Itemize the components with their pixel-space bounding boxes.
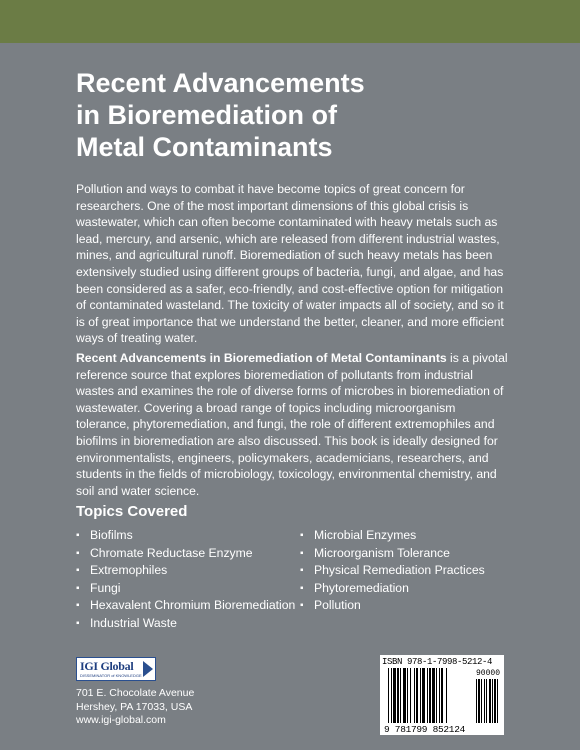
topic-item: ▪ Physical Remediation Practices	[300, 562, 485, 580]
title-line: Recent Advancements	[76, 68, 365, 98]
isbn-label: ISBN 978-1-7998-5212-4	[382, 657, 493, 667]
top-color-band	[0, 0, 580, 43]
summary-text: is a pivotal reference source that explores bioremediation of pollutants from industrial wastes and examines the role of diverse forms of microbes in bioremediation of wastewater. Covering a broad range of topics including microorganism tolerance, phytoremediation, and fungi, the role of different extremophiles and biofilms in bioremediation are also discussed. This book is ideally designed for environmentalists, engineers, policymakers, academicians, researchers, and students in the fields of microbiology, toxicology, environmental chemistry, and soil and water science.	[76, 351, 508, 498]
barcode-number: 9 781799 852124	[384, 724, 466, 735]
topic-item: ▪ Microbial Enzymes	[300, 527, 485, 545]
topic-item: ▪ Extremophiles	[76, 562, 295, 580]
barcode-bar	[446, 668, 447, 723]
barcode-bar	[427, 668, 428, 723]
address-line: Hershey, PA 17033, USA	[76, 700, 193, 713]
barcode-bar	[439, 668, 440, 723]
barcode-bar	[391, 668, 392, 723]
barcode-bar	[420, 668, 421, 723]
topic-item: ▪ Hexavalent Chromium Bioremediation	[76, 597, 295, 615]
publisher-address	[76, 687, 194, 728]
barcode-bar	[393, 668, 396, 723]
barcode-bar	[441, 668, 443, 723]
barcode-addon-bar	[486, 679, 487, 723]
publisher-website: www.igi-global.com	[76, 714, 166, 727]
barcode-addon-bar	[481, 679, 482, 723]
publisher-logo	[76, 657, 156, 681]
address-line: 701 E. Chocolate Avenue	[76, 687, 195, 699]
topics-list-left	[76, 527, 295, 633]
barcode-bar	[397, 668, 399, 723]
description-paragraph: Pollution and ways to combat it have become topics of great concern for researchers. One of the most important dimensions of this global crisis is wastewater, which can often become contaminated with heavy metals such as lead, mercury, and arsenic, which are released from different industrial wastes, mines, and agricultural runoff. Bioremediation of such heavy metals has been extensively studied using different groups of bacteria, fungi, and algae, and has been considered as a safer, eco-friendly, and cost-effective option for mitigation of contaminated wasteland. The toxicity of water impacts all of society, and so it is of great importance that we understand the better, cleaner, and more efficient ways of treating water.	[76, 182, 504, 346]
barcode-bar	[432, 668, 435, 723]
logo-name: IGI Global	[80, 659, 134, 673]
barcode-addon-bar	[489, 679, 491, 723]
barcode-bar	[400, 668, 401, 723]
barcode-bar	[410, 668, 411, 723]
barcode-addon-bar	[484, 679, 485, 723]
barcode-bar	[403, 668, 406, 723]
topic-item: ▪ Fungi	[76, 580, 295, 598]
barcode-bar	[388, 668, 389, 723]
title-line: in Bioremediation of	[76, 100, 338, 130]
book-title	[76, 67, 516, 163]
topic-item: ▪ Phytoremediation	[300, 580, 485, 598]
topic-item: ▪ Biofilms	[76, 527, 295, 545]
topics-heading: Topics Covered	[76, 503, 188, 520]
barcode-bar	[422, 668, 425, 723]
summary-paragraph	[76, 350, 512, 499]
barcode-addon-bar	[492, 679, 493, 723]
logo-tagline: DISSEMINATOR of KNOWLEDGE	[80, 673, 142, 678]
barcode-bar	[429, 668, 431, 723]
isbn-barcode	[380, 655, 504, 735]
title-line: Metal Contaminants	[76, 132, 333, 162]
barcode-bar	[414, 668, 415, 723]
topic-item: ▪ Chromate Reductase Enzyme	[76, 545, 295, 563]
topic-item: ▪ Microorganism Tolerance	[300, 545, 485, 563]
barcode-addon-bar	[497, 679, 498, 723]
barcode-addon-bar	[494, 679, 496, 723]
barcode-bar	[407, 668, 408, 723]
summary-book-title: Recent Advancements in Bioremediation of Metal Contaminants	[76, 351, 447, 365]
topic-item: ▪ Pollution	[300, 597, 485, 615]
topic-item: ▪ Industrial Waste	[76, 615, 295, 633]
barcode-addon-bar	[476, 679, 477, 723]
barcode-bar	[436, 668, 437, 723]
barcode-addon-bar	[478, 679, 480, 723]
topics-list-right	[300, 527, 485, 615]
barcode-addon: 90000	[476, 669, 501, 678]
barcode-bars	[380, 655, 504, 735]
logo-arrow-icon	[143, 661, 153, 677]
barcode-bar	[416, 668, 418, 723]
